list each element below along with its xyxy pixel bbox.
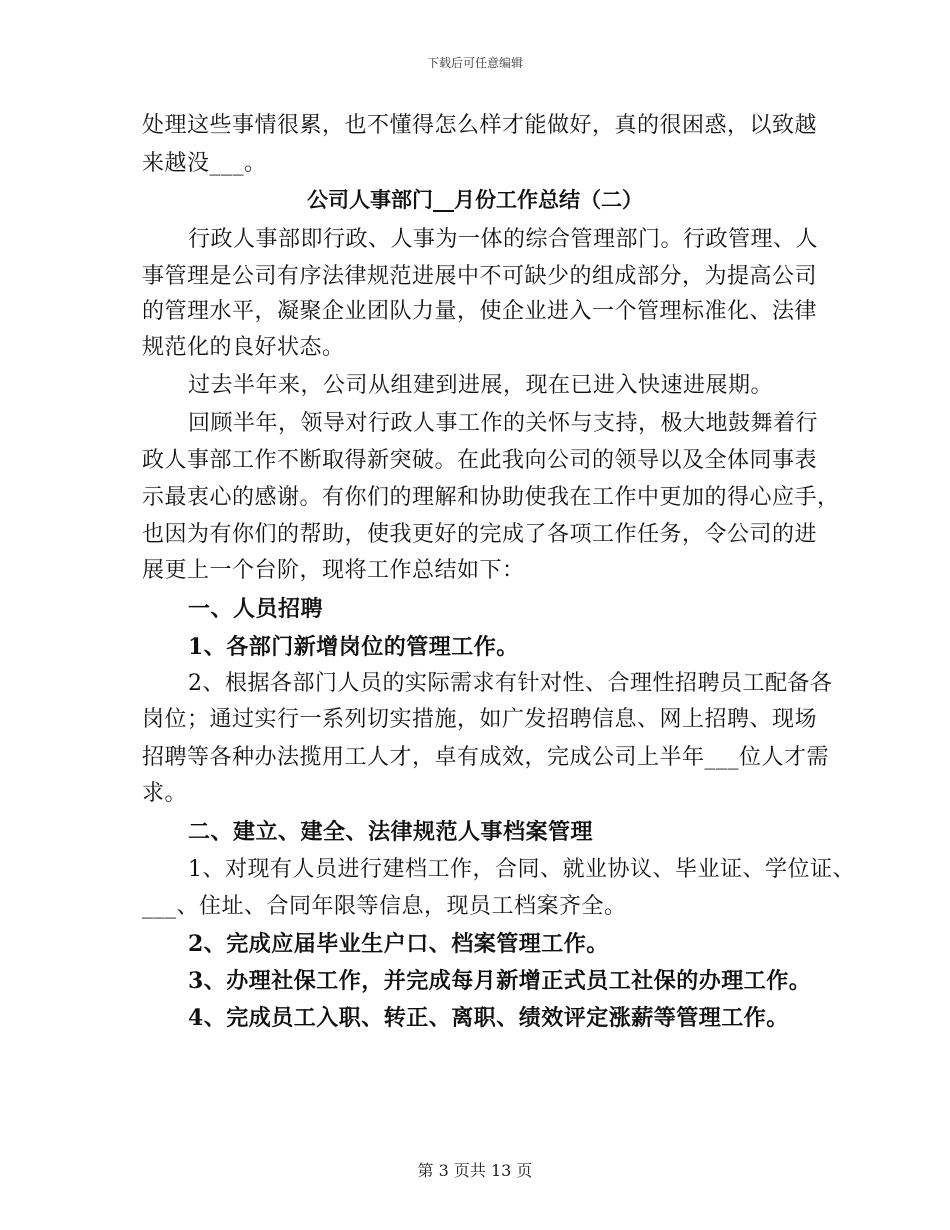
item-heading: 3、办理社保工作，并完成每月新增正式员工社保的办理工作。: [188, 968, 812, 994]
text-line: 政人事部工作不断取得新突破。在此我向公司的领导以及全体同事表: [142, 448, 818, 473]
text-line: 行政人事部即行政、人事为一体的综合管理部门。行政管理、人: [188, 227, 819, 252]
text-line: 事管理是公司有序法律规范进展中不可缺少的组成部分，为提高公司: [142, 264, 818, 289]
text-line: 岗位；通过实行一系列切实措施，如广发招聘信息、网上招聘、现场: [142, 707, 818, 732]
text-line: 的管理水平，凝聚企业团队力量，使企业进入一个管理标准化、法律: [142, 299, 818, 324]
text-line: 求。: [142, 781, 188, 806]
text-line: 2、根据各部门人员的实际需求有针对性、合理性招聘员工配备各: [188, 671, 833, 696]
text-line: 展更上一个台阶，现将工作总结如下：: [142, 558, 525, 583]
item-heading: 4、完成员工入职、转正、离职、绩效评定涨薪等管理工作。: [188, 1005, 789, 1031]
section-heading: 一、人员招聘: [188, 596, 324, 622]
item-heading: 1、各部门新增岗位的管理工作。: [188, 634, 519, 660]
section-heading: 二、建立、建全、法律规范人事档案管理: [188, 819, 594, 845]
text-line: 招聘等各种办法揽用工人才，卓有成效，完成公司上半年___位人才需: [142, 745, 830, 770]
text-line: 回顾半年，领导对行政人事工作的关怀与支持，极大地鼓舞着行: [188, 411, 819, 436]
text-line: 来越没___。: [142, 151, 267, 176]
page-footer: 第 3 页共 13 页: [417, 1161, 533, 1180]
item-heading: 2、完成应届毕业生户口、档案管理工作。: [188, 931, 609, 957]
text-line: ___、住址、合同年限等信息，现员工档案齐全。: [142, 894, 627, 919]
page-header: 下载后可任意编辑: [426, 56, 523, 70]
text-line: 规范化的良好状态。: [142, 335, 345, 360]
text-line: 1、对现有人员进行建档工作，合同、就业协议、毕业证、学位证、: [188, 857, 855, 882]
text-line: 示最衷心的感谢。有你们的理解和协助使我在工作中更加的得心应手，: [142, 485, 840, 510]
text-line: 过去半年来，公司从组建到进展，现在已进入快速进展期。: [188, 373, 774, 398]
text-line: 处理这些事情很累，也不懂得怎么样才能做好，真的很困惑，以致越: [142, 113, 818, 138]
text-line: 也因为有你们的帮助，使我更好的完成了各项工作任务，令公司的进: [142, 522, 818, 547]
section-title: 公司人事部门__月份工作总结（二）: [307, 187, 643, 212]
